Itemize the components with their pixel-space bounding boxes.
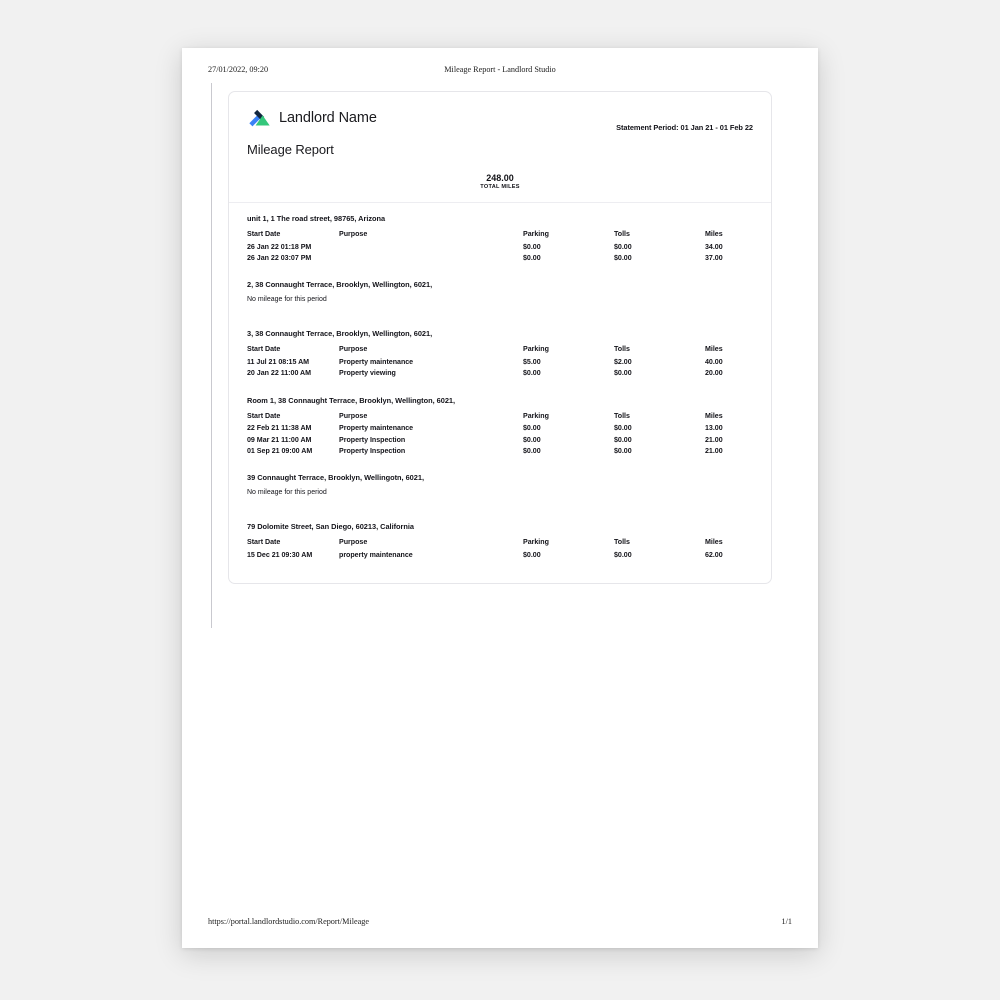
- mileage-table: [247, 538, 753, 560]
- table-row: [247, 549, 753, 560]
- cell-parking: $0.00: [523, 369, 541, 378]
- property-address: 79 Dolomite Street, San Diego, 60213, California: [247, 522, 415, 532]
- cell-parking: $0.00: [523, 446, 541, 455]
- column-header-miles: Miles: [705, 538, 723, 547]
- cell-start-date: 09 Mar 21 11:00 AM: [247, 435, 312, 444]
- table-row: [247, 445, 753, 456]
- cell-start-date: 26 Jan 22 01:18 PM: [247, 242, 312, 251]
- property-address: 2, 38 Connaught Terrace, Brooklyn, Wellington, 6021,: [247, 280, 433, 290]
- print-header-title: Mileage Report - Landlord Studio: [444, 65, 556, 74]
- cell-start-date: 11 Jul 21 08:15 AM: [247, 357, 310, 366]
- column-header-purpose: Purpose: [339, 538, 368, 547]
- cell-miles: 21.00: [705, 446, 723, 455]
- column-header-tolls: Tolls: [614, 538, 630, 547]
- property-address: 3, 38 Connaught Terrace, Brooklyn, Wellington, 6021,: [247, 329, 433, 339]
- column-header-parking: Parking: [523, 411, 549, 420]
- cell-miles: 34.00: [705, 242, 723, 251]
- cell-miles: 37.00: [705, 253, 723, 262]
- cell-tolls: $0.00: [614, 435, 632, 444]
- statement-period: Statement Period: 01 Jan 21 - 01 Feb 22: [616, 123, 753, 132]
- page-title: Mileage Report: [247, 142, 334, 157]
- cell-purpose: Property maintenance: [339, 424, 414, 433]
- table-header-row: [247, 345, 753, 356]
- property-section: [247, 329, 753, 378]
- table-row: [247, 241, 753, 252]
- cell-tolls: $2.00: [614, 357, 632, 366]
- print-footer-page-indicator: 1/1: [781, 917, 792, 926]
- mileage-table: [247, 412, 753, 457]
- no-mileage-note: No mileage for this period: [247, 296, 327, 304]
- column-header-start-date: Start Date: [247, 538, 281, 547]
- property-section: [247, 522, 753, 560]
- property-section: [247, 473, 753, 505]
- cell-tolls: $0.00: [614, 253, 632, 262]
- cell-miles: 62.00: [705, 550, 723, 559]
- column-header-start-date: Start Date: [247, 345, 281, 354]
- cell-tolls: $0.00: [614, 369, 632, 378]
- report-card-header: [229, 92, 771, 203]
- column-header-purpose: Purpose: [339, 230, 368, 238]
- cell-tolls: $0.00: [614, 446, 632, 455]
- cell-parking: $5.00: [523, 357, 541, 366]
- cell-parking: $0.00: [523, 435, 541, 444]
- table-row: [247, 356, 753, 367]
- cell-start-date: 22 Feb 21 11:38 AM: [247, 424, 312, 433]
- column-header-purpose: Purpose: [339, 411, 368, 420]
- print-header-date: 27/01/2022, 09:20: [208, 65, 269, 74]
- total-miles-block: [229, 173, 771, 191]
- cell-purpose: Property maintenance: [339, 357, 414, 366]
- cell-purpose: property maintenance: [339, 550, 413, 559]
- property-address: 39 Connaught Terrace, Brooklyn, Wellingotn, 6021,: [247, 473, 424, 483]
- print-footer-url: https://portal.landlordstudio.com/Report/Mileage: [208, 917, 369, 926]
- column-header-parking: Parking: [523, 230, 549, 238]
- column-header-start-date: Start Date: [247, 230, 281, 238]
- landlord-studio-logo-icon: [247, 106, 272, 131]
- cell-purpose: Property Inspection: [339, 435, 406, 444]
- property-address: Room 1, 38 Connaught Terrace, Brooklyn, Wellington, 6021,: [247, 395, 456, 405]
- cell-purpose: Property Inspection: [339, 446, 406, 455]
- cell-miles: 40.00: [705, 357, 723, 366]
- cell-parking: $0.00: [523, 550, 541, 559]
- column-header-miles: Miles: [705, 345, 723, 354]
- mileage-table: [247, 230, 753, 263]
- cell-miles: 20.00: [705, 369, 723, 378]
- brand-name: Landlord Name: [279, 110, 377, 127]
- column-header-miles: Miles: [705, 230, 723, 238]
- column-header-parking: Parking: [523, 538, 549, 547]
- property-sections-list: [229, 203, 771, 583]
- cell-parking: $0.00: [523, 242, 541, 251]
- column-header-tolls: Tolls: [614, 345, 630, 354]
- cell-purpose: [339, 252, 523, 263]
- total-miles-label: TOTAL MILES: [480, 183, 520, 190]
- cell-parking: $0.00: [523, 253, 541, 262]
- column-header-parking: Parking: [523, 345, 549, 354]
- cell-start-date: 01 Sep 21 09:00 AM: [247, 446, 313, 455]
- table-header-row: [247, 412, 753, 423]
- table-header-row: [247, 538, 753, 549]
- table-header-row: [247, 230, 753, 241]
- mileage-table: [247, 345, 753, 378]
- cell-purpose: Property viewing: [339, 369, 396, 378]
- mileage-report-card: [228, 91, 772, 584]
- cell-parking: $0.00: [523, 424, 541, 433]
- cell-miles: 13.00: [705, 424, 723, 433]
- table-row: [247, 423, 753, 434]
- total-miles-value: 248.00: [486, 173, 514, 184]
- property-address: unit 1, 1 The road street, 98765, Arizona: [247, 214, 386, 223]
- cell-start-date: 26 Jan 22 03:07 PM: [247, 253, 312, 262]
- property-section: [247, 280, 753, 312]
- printed-page-sheet: [182, 48, 818, 948]
- cell-purpose: [339, 241, 523, 252]
- table-row: [247, 252, 753, 263]
- cell-start-date: 15 Dec 21 09:30 AM: [247, 550, 313, 559]
- cell-miles: 21.00: [705, 435, 723, 444]
- no-mileage-note: No mileage for this period: [247, 489, 327, 497]
- cell-start-date: 20 Jan 22 11:00 AM: [247, 369, 312, 378]
- column-header-tolls: Tolls: [614, 230, 630, 238]
- cell-tolls: $0.00: [614, 550, 632, 559]
- column-header-tolls: Tolls: [614, 411, 630, 420]
- property-section: [247, 396, 753, 457]
- cell-tolls: $0.00: [614, 242, 632, 251]
- left-vertical-rule: [211, 83, 212, 628]
- column-header-miles: Miles: [705, 411, 723, 420]
- column-header-purpose: Purpose: [339, 345, 368, 354]
- table-row: [247, 368, 753, 379]
- cell-tolls: $0.00: [614, 424, 632, 433]
- table-row: [247, 434, 753, 445]
- column-header-start-date: Start Date: [247, 411, 281, 420]
- property-section: [247, 214, 753, 263]
